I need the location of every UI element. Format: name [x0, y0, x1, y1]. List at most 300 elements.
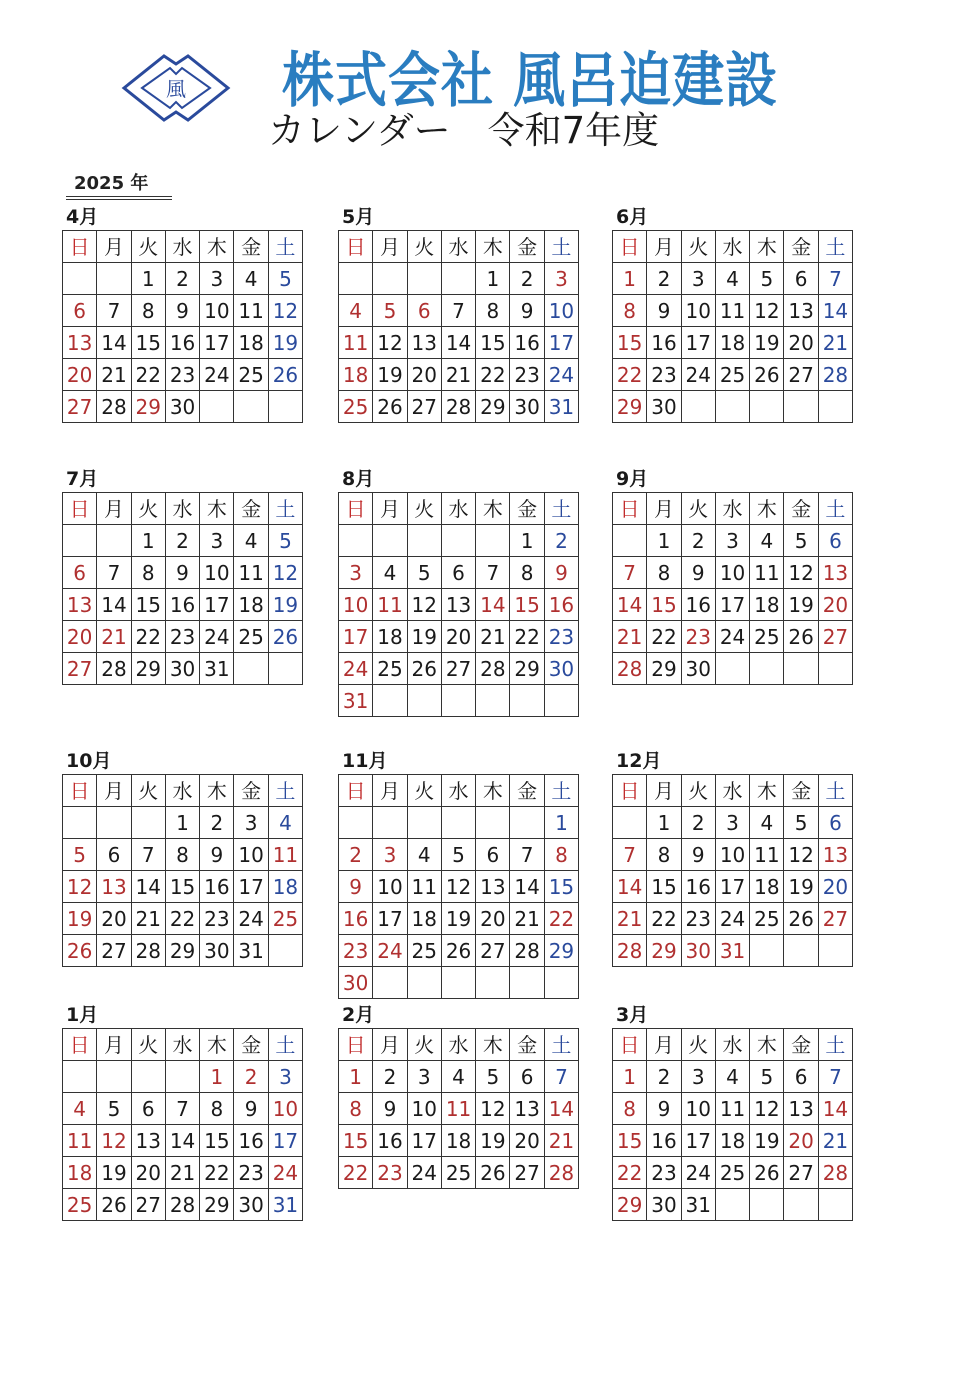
day-cell: 29 [476, 391, 510, 423]
day-cell: 21 [818, 1125, 852, 1157]
day-cell: 20 [818, 871, 852, 903]
day-cell: 1 [200, 1061, 234, 1093]
day-cell: 11 [750, 839, 784, 871]
day-cell: 26 [407, 653, 441, 685]
day-cell: 24 [268, 1157, 302, 1189]
day-cell: 15 [613, 1125, 647, 1157]
month-table [612, 774, 853, 967]
day-cell: 2 [544, 525, 578, 557]
weekday-header: 土 [818, 775, 852, 807]
day-cell: 6 [818, 525, 852, 557]
day-cell: 14 [613, 589, 647, 621]
day-cell: 28 [510, 935, 544, 967]
day-cell: 1 [476, 263, 510, 295]
day-cell: 3 [373, 839, 407, 871]
empty-cell [441, 807, 475, 839]
weekday-header: 金 [510, 1029, 544, 1061]
weekday-header: 日 [63, 231, 97, 263]
month-label: 9月 [616, 468, 649, 490]
empty-cell [407, 263, 441, 295]
month-calendar [612, 204, 853, 423]
day-cell: 23 [681, 903, 715, 935]
empty-cell [476, 967, 510, 999]
day-cell: 28 [441, 391, 475, 423]
day-cell: 24 [200, 359, 234, 391]
day-cell: 9 [234, 1093, 268, 1125]
day-cell: 5 [63, 839, 97, 871]
day-cell: 14 [818, 295, 852, 327]
day-cell: 10 [268, 1093, 302, 1125]
month-calendar [338, 466, 579, 717]
day-cell: 26 [268, 359, 302, 391]
weekday-header: 木 [476, 775, 510, 807]
month-calendar [62, 204, 303, 423]
month-table [62, 774, 303, 967]
weekday-header: 木 [476, 231, 510, 263]
day-cell: 16 [647, 327, 681, 359]
day-cell: 8 [339, 1093, 373, 1125]
day-cell: 5 [407, 557, 441, 589]
weekday-header: 金 [784, 493, 818, 525]
day-cell: 3 [234, 807, 268, 839]
day-cell: 8 [647, 557, 681, 589]
empty-cell [784, 935, 818, 967]
day-cell: 9 [647, 295, 681, 327]
weekday-header: 火 [681, 1029, 715, 1061]
day-cell: 20 [510, 1125, 544, 1157]
day-cell: 6 [63, 295, 97, 327]
day-cell: 19 [476, 1125, 510, 1157]
day-cell: 27 [63, 653, 97, 685]
month-table [62, 492, 303, 685]
empty-cell [510, 807, 544, 839]
weekday-header: 水 [441, 231, 475, 263]
month-calendar [338, 748, 579, 999]
month-table [338, 1028, 579, 1189]
day-cell: 7 [818, 1061, 852, 1093]
day-cell: 13 [441, 589, 475, 621]
weekday-header: 水 [715, 775, 749, 807]
empty-cell [131, 807, 165, 839]
weekday-header: 火 [681, 231, 715, 263]
weekday-header: 土 [268, 1029, 302, 1061]
day-cell: 12 [268, 295, 302, 327]
month-label: 12月 [616, 750, 662, 772]
weekday-header: 水 [441, 493, 475, 525]
empty-cell [818, 653, 852, 685]
day-cell: 15 [165, 871, 199, 903]
day-cell: 28 [476, 653, 510, 685]
day-cell: 24 [681, 1157, 715, 1189]
day-cell: 23 [165, 359, 199, 391]
empty-cell [339, 525, 373, 557]
month-table [612, 1028, 853, 1221]
day-cell: 13 [784, 295, 818, 327]
weekday-header: 日 [613, 775, 647, 807]
empty-cell [818, 935, 852, 967]
day-cell: 25 [750, 903, 784, 935]
day-cell: 7 [613, 839, 647, 871]
day-cell: 21 [131, 903, 165, 935]
day-cell: 14 [165, 1125, 199, 1157]
weekday-header: 金 [234, 775, 268, 807]
empty-cell [234, 391, 268, 423]
day-cell: 31 [234, 935, 268, 967]
weekday-header: 水 [165, 1029, 199, 1061]
weekday-header: 日 [339, 775, 373, 807]
empty-cell [407, 685, 441, 717]
empty-cell [200, 391, 234, 423]
day-cell: 1 [613, 263, 647, 295]
day-cell: 28 [818, 359, 852, 391]
day-cell: 16 [200, 871, 234, 903]
empty-cell [715, 653, 749, 685]
empty-cell [165, 1061, 199, 1093]
day-cell: 2 [165, 263, 199, 295]
day-cell: 4 [441, 1061, 475, 1093]
weekday-header: 木 [200, 775, 234, 807]
weekday-header: 金 [510, 231, 544, 263]
day-cell: 20 [784, 327, 818, 359]
weekday-header: 金 [510, 775, 544, 807]
day-cell: 26 [441, 935, 475, 967]
day-cell: 30 [165, 653, 199, 685]
weekday-header: 金 [784, 1029, 818, 1061]
day-cell: 25 [339, 391, 373, 423]
day-cell: 19 [268, 327, 302, 359]
empty-cell [715, 1189, 749, 1221]
day-cell: 23 [647, 1157, 681, 1189]
empty-cell [373, 967, 407, 999]
month-table [338, 492, 579, 717]
weekday-header: 木 [750, 775, 784, 807]
day-cell: 8 [131, 557, 165, 589]
weekday-header: 土 [544, 1029, 578, 1061]
empty-cell [339, 807, 373, 839]
day-cell: 10 [234, 839, 268, 871]
day-cell: 21 [613, 903, 647, 935]
day-cell: 21 [441, 359, 475, 391]
weekday-header: 月 [97, 1029, 131, 1061]
weekday-header: 火 [407, 231, 441, 263]
day-cell: 2 [373, 1061, 407, 1093]
day-cell: 8 [613, 1093, 647, 1125]
day-cell: 29 [647, 935, 681, 967]
day-cell: 11 [715, 1093, 749, 1125]
empty-cell [510, 685, 544, 717]
day-cell: 18 [373, 621, 407, 653]
day-cell: 18 [441, 1125, 475, 1157]
day-cell: 5 [784, 525, 818, 557]
day-cell: 30 [544, 653, 578, 685]
weekday-header: 日 [613, 493, 647, 525]
month-label: 1月 [66, 1004, 99, 1026]
day-cell: 4 [373, 557, 407, 589]
day-cell: 30 [510, 391, 544, 423]
day-cell: 7 [131, 839, 165, 871]
day-cell: 22 [613, 1157, 647, 1189]
month-table [62, 1028, 303, 1221]
day-cell: 1 [613, 1061, 647, 1093]
day-cell: 19 [63, 903, 97, 935]
day-cell: 6 [784, 263, 818, 295]
day-cell: 18 [407, 903, 441, 935]
day-cell: 16 [681, 871, 715, 903]
day-cell: 20 [63, 359, 97, 391]
weekday-header: 木 [476, 493, 510, 525]
day-cell: 4 [715, 1061, 749, 1093]
day-cell: 6 [510, 1061, 544, 1093]
day-cell: 7 [544, 1061, 578, 1093]
day-cell: 27 [63, 391, 97, 423]
month-label: 4月 [66, 206, 99, 228]
day-cell: 14 [97, 327, 131, 359]
weekday-header: 日 [613, 231, 647, 263]
month-table [612, 230, 853, 423]
day-cell: 27 [818, 621, 852, 653]
day-cell: 10 [200, 295, 234, 327]
day-cell: 3 [681, 1061, 715, 1093]
day-cell: 16 [165, 327, 199, 359]
weekday-header: 月 [647, 231, 681, 263]
day-cell: 26 [476, 1157, 510, 1189]
weekday-header: 火 [681, 493, 715, 525]
day-cell: 13 [818, 839, 852, 871]
day-cell: 15 [647, 589, 681, 621]
weekday-header: 水 [441, 1029, 475, 1061]
day-cell: 19 [784, 871, 818, 903]
day-cell: 7 [613, 557, 647, 589]
weekday-header: 水 [165, 493, 199, 525]
day-cell: 28 [818, 1157, 852, 1189]
day-cell: 28 [165, 1189, 199, 1221]
day-cell: 26 [63, 935, 97, 967]
day-cell: 24 [339, 653, 373, 685]
weekday-header: 火 [681, 775, 715, 807]
day-cell: 4 [750, 525, 784, 557]
month-label: 5月 [342, 206, 375, 228]
empty-cell [268, 653, 302, 685]
day-cell: 17 [544, 327, 578, 359]
day-cell: 7 [97, 557, 131, 589]
month-calendar [338, 204, 579, 423]
weekday-header: 土 [544, 493, 578, 525]
day-cell: 13 [63, 589, 97, 621]
day-cell: 26 [784, 621, 818, 653]
day-cell: 18 [715, 1125, 749, 1157]
day-cell: 18 [234, 589, 268, 621]
day-cell: 22 [476, 359, 510, 391]
weekday-header: 水 [715, 493, 749, 525]
day-cell: 1 [510, 525, 544, 557]
empty-cell [373, 807, 407, 839]
day-cell: 6 [441, 557, 475, 589]
day-cell: 28 [544, 1157, 578, 1189]
day-cell: 7 [441, 295, 475, 327]
weekday-header: 月 [97, 493, 131, 525]
empty-cell [476, 685, 510, 717]
day-cell: 21 [544, 1125, 578, 1157]
day-cell: 4 [750, 807, 784, 839]
month-table [338, 774, 579, 999]
day-cell: 20 [818, 589, 852, 621]
day-cell: 23 [165, 621, 199, 653]
day-cell: 7 [165, 1093, 199, 1125]
day-cell: 4 [407, 839, 441, 871]
weekday-header: 月 [647, 775, 681, 807]
month-table [612, 492, 853, 685]
day-cell: 16 [165, 589, 199, 621]
empty-cell [339, 263, 373, 295]
day-cell: 19 [407, 621, 441, 653]
weekday-header: 火 [131, 775, 165, 807]
day-cell: 11 [268, 839, 302, 871]
day-cell: 9 [681, 839, 715, 871]
day-cell: 28 [97, 653, 131, 685]
day-cell: 9 [681, 557, 715, 589]
day-cell: 11 [441, 1093, 475, 1125]
day-cell: 24 [715, 621, 749, 653]
day-cell: 2 [647, 1061, 681, 1093]
weekday-header: 木 [200, 1029, 234, 1061]
empty-cell [407, 967, 441, 999]
day-cell: 22 [544, 903, 578, 935]
year-label: 2025 年 [66, 172, 172, 200]
weekday-header: 金 [234, 1029, 268, 1061]
day-cell: 19 [750, 327, 784, 359]
weekday-header: 木 [200, 493, 234, 525]
day-cell: 9 [339, 871, 373, 903]
day-cell: 21 [613, 621, 647, 653]
day-cell: 20 [63, 621, 97, 653]
weekday-header: 月 [97, 231, 131, 263]
day-cell: 16 [339, 903, 373, 935]
day-cell: 24 [373, 935, 407, 967]
day-cell: 14 [510, 871, 544, 903]
day-cell: 27 [476, 935, 510, 967]
day-cell: 16 [234, 1125, 268, 1157]
day-cell: 9 [200, 839, 234, 871]
day-cell: 15 [131, 327, 165, 359]
empty-cell [441, 967, 475, 999]
day-cell: 31 [681, 1189, 715, 1221]
day-cell: 4 [234, 525, 268, 557]
weekday-header: 金 [510, 493, 544, 525]
day-cell: 3 [681, 263, 715, 295]
day-cell: 8 [510, 557, 544, 589]
day-cell: 8 [200, 1093, 234, 1125]
day-cell: 4 [339, 295, 373, 327]
day-cell: 4 [268, 807, 302, 839]
empty-cell [613, 807, 647, 839]
day-cell: 15 [647, 871, 681, 903]
day-cell: 27 [131, 1189, 165, 1221]
day-cell: 23 [234, 1157, 268, 1189]
day-cell: 2 [234, 1061, 268, 1093]
day-cell: 12 [476, 1093, 510, 1125]
day-cell: 27 [818, 903, 852, 935]
day-cell: 12 [268, 557, 302, 589]
empty-cell [476, 525, 510, 557]
day-cell: 29 [131, 653, 165, 685]
weekday-header: 月 [647, 1029, 681, 1061]
weekday-header: 日 [63, 493, 97, 525]
day-cell: 18 [268, 871, 302, 903]
month-calendar [338, 1002, 579, 1189]
day-cell: 30 [647, 1189, 681, 1221]
weekday-header: 土 [268, 775, 302, 807]
weekday-header: 土 [544, 231, 578, 263]
day-cell: 23 [510, 359, 544, 391]
day-cell: 25 [750, 621, 784, 653]
day-cell: 13 [476, 871, 510, 903]
day-cell: 27 [784, 1157, 818, 1189]
day-cell: 11 [234, 557, 268, 589]
day-cell: 26 [750, 359, 784, 391]
day-cell: 30 [681, 653, 715, 685]
day-cell: 2 [165, 525, 199, 557]
day-cell: 10 [407, 1093, 441, 1125]
day-cell: 10 [681, 295, 715, 327]
day-cell: 20 [407, 359, 441, 391]
weekday-header: 木 [750, 231, 784, 263]
day-cell: 22 [647, 621, 681, 653]
day-cell: 27 [407, 391, 441, 423]
day-cell: 27 [97, 935, 131, 967]
day-cell: 22 [339, 1157, 373, 1189]
empty-cell [544, 967, 578, 999]
month-label: 2月 [342, 1004, 375, 1026]
day-cell: 22 [200, 1157, 234, 1189]
day-cell: 7 [97, 295, 131, 327]
weekday-header: 金 [234, 493, 268, 525]
month-calendar [62, 466, 303, 685]
empty-cell [750, 653, 784, 685]
weekday-header: 火 [131, 231, 165, 263]
day-cell: 26 [268, 621, 302, 653]
day-cell: 14 [544, 1093, 578, 1125]
weekday-header: 火 [131, 1029, 165, 1061]
day-cell: 12 [750, 295, 784, 327]
day-cell: 25 [715, 1157, 749, 1189]
day-cell: 23 [373, 1157, 407, 1189]
day-cell: 14 [131, 871, 165, 903]
day-cell: 19 [373, 359, 407, 391]
weekday-header: 日 [339, 231, 373, 263]
day-cell: 29 [165, 935, 199, 967]
month-label: 10月 [66, 750, 112, 772]
day-cell: 23 [681, 621, 715, 653]
empty-cell [63, 1061, 97, 1093]
day-cell: 17 [268, 1125, 302, 1157]
weekday-header: 日 [339, 1029, 373, 1061]
empty-cell [510, 967, 544, 999]
day-cell: 12 [441, 871, 475, 903]
weekday-header: 日 [63, 1029, 97, 1061]
empty-cell [97, 807, 131, 839]
day-cell: 18 [234, 327, 268, 359]
empty-cell [97, 1061, 131, 1093]
day-cell: 12 [784, 839, 818, 871]
day-cell: 3 [268, 1061, 302, 1093]
day-cell: 17 [373, 903, 407, 935]
day-cell: 10 [373, 871, 407, 903]
day-cell: 5 [750, 1061, 784, 1093]
day-cell: 16 [647, 1125, 681, 1157]
weekday-header: 水 [165, 775, 199, 807]
day-cell: 13 [784, 1093, 818, 1125]
day-cell: 31 [544, 391, 578, 423]
